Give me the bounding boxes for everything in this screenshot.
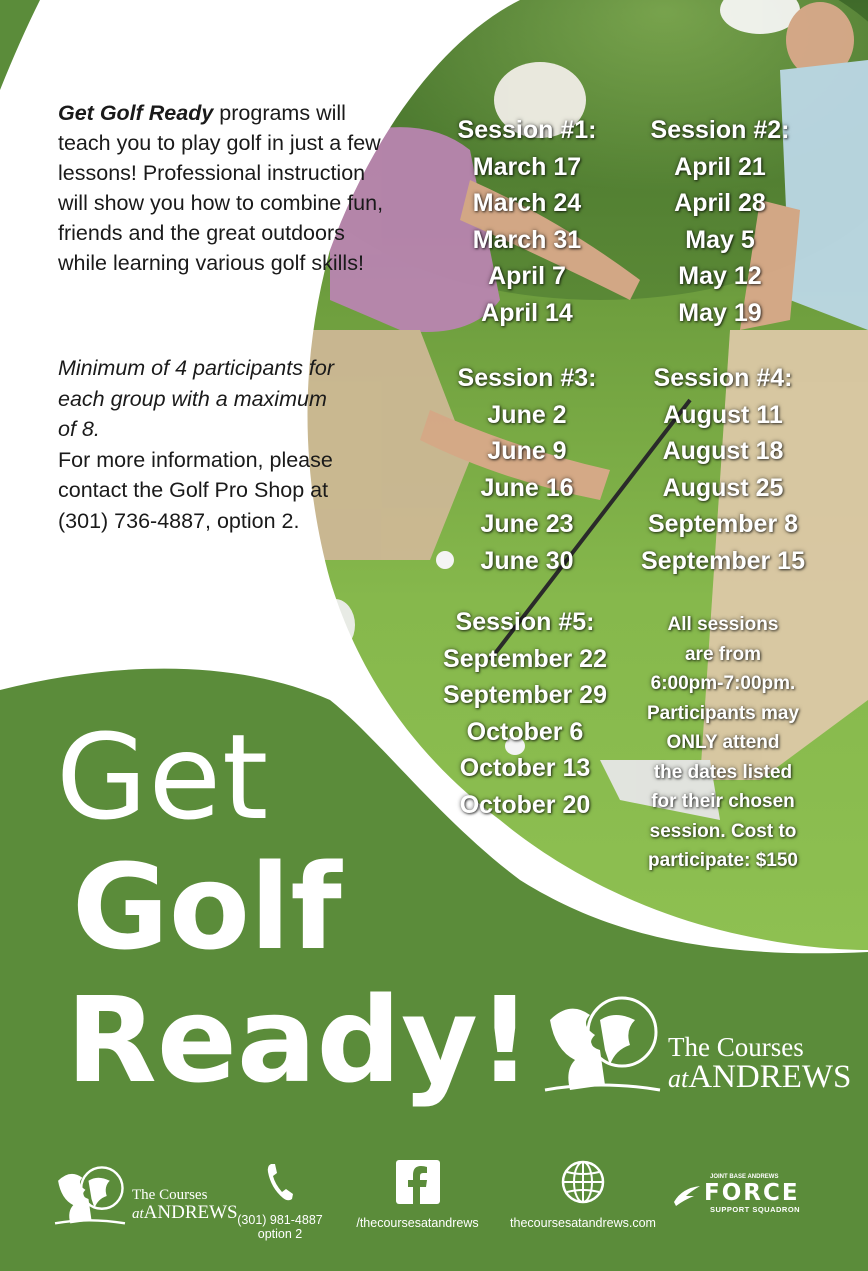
griffin-small-icon — [52, 1162, 128, 1230]
brand-name-large — [668, 1032, 851, 1094]
session-date: June 30 — [480, 546, 574, 575]
note-line: Participants may — [646, 702, 800, 724]
session-date: April 14 — [481, 298, 573, 327]
globe-icon — [561, 1160, 605, 1204]
note-line: session. Cost to — [649, 820, 797, 842]
note-line: ONLY attend — [666, 732, 780, 753]
jet-icon — [672, 1182, 702, 1210]
brand-at: at — [668, 1064, 689, 1093]
session-1 — [432, 112, 622, 331]
session-date: October 6 — [466, 717, 584, 746]
phone-block — [230, 1160, 330, 1241]
session-date: April 21 — [674, 152, 766, 181]
facebook-icon[interactable] — [396, 1160, 440, 1204]
session-date: April 28 — [674, 189, 766, 217]
session-date: August 25 — [662, 473, 784, 502]
participant-note — [58, 353, 348, 536]
session-date: October 13 — [459, 754, 591, 782]
session-date: May 12 — [678, 262, 762, 290]
brand-logo-small — [52, 1162, 238, 1234]
phone-icon — [265, 1160, 295, 1204]
session-date: June 23 — [480, 510, 574, 538]
session-date: September 22 — [443, 644, 607, 673]
brand-line2: ANDREWS — [688, 1059, 852, 1095]
phone-option: option 2 — [257, 1227, 303, 1241]
note-line: for their chosen — [651, 791, 795, 812]
website-url[interactable]: thecoursesatandrews.com — [510, 1216, 656, 1230]
session-date: September 29 — [443, 681, 607, 709]
session-date: March 24 — [472, 189, 582, 217]
session-date: August 18 — [662, 437, 784, 465]
brand-logo-large — [540, 990, 852, 1100]
griffin-icon — [540, 990, 665, 1100]
session-date: June 9 — [487, 437, 567, 465]
force-sub-text: SUPPORT SQUADRON — [710, 1205, 801, 1214]
brand-at: at — [132, 1206, 144, 1222]
session-date: October 20 — [459, 790, 591, 819]
session-date: March 17 — [472, 152, 582, 181]
intro-rest: programs will teach you to play golf in just a few lessons! Professional instruction will show you how to combine fun, friends and the great outdoors while learning various golf skills! — [58, 101, 384, 275]
facebook-block — [345, 1160, 490, 1230]
website-block — [498, 1160, 668, 1230]
session-date: September 8 — [647, 510, 799, 538]
facebook-handle[interactable]: /thecoursesatandrews — [356, 1216, 479, 1230]
note-line: participate: $150 — [648, 850, 798, 871]
brand-line1: The Courses — [132, 1187, 208, 1203]
session-date: June 2 — [487, 400, 567, 429]
session-date: August 11 — [663, 400, 783, 429]
note-line: are from — [684, 643, 762, 665]
session-title: Session #4: — [653, 364, 793, 392]
headline-golf: Golf — [72, 838, 342, 976]
intro-paragraph — [58, 98, 398, 278]
all-sessions-note — [628, 610, 818, 876]
headline-ready: Ready! — [66, 971, 532, 1109]
session-date: May 19 — [678, 298, 762, 327]
phone-number[interactable]: (301) 981-4887 — [237, 1213, 323, 1227]
session-date: March 31 — [472, 225, 582, 254]
session-date: September 15 — [641, 546, 805, 575]
session-date: April 7 — [488, 262, 566, 290]
session-title: Session #2: — [650, 116, 790, 144]
force-top-text: JOINT BASE ANDREWS — [710, 1174, 779, 1180]
participant-minimum: Minimum of 4 participants for each group with a maximum of 8. — [58, 356, 335, 441]
brand-line2: ANDREWS — [143, 1202, 238, 1223]
session-date: June 16 — [480, 473, 574, 502]
force-main-text: FORCE — [704, 1180, 800, 1206]
session-title: Session #5: — [455, 608, 595, 636]
session-2 — [630, 112, 810, 331]
brand-name-small — [132, 1186, 238, 1223]
session-5 — [425, 604, 625, 823]
session-4 — [628, 360, 818, 579]
force-support-logo — [672, 1174, 822, 1214]
session-title: Session #3: — [457, 364, 597, 392]
note-line: the dates listed — [653, 761, 793, 783]
note-line: All sessions — [667, 614, 779, 635]
headline-get: Get — [56, 708, 270, 846]
brand-line1: The Courses — [668, 1032, 804, 1062]
contact-info: For more information, please contact the Golf Pro Shop at (301) 736-4887, option 2. — [58, 447, 333, 533]
session-title: Session #1: — [457, 116, 597, 144]
session-3 — [432, 360, 622, 579]
note-line: 6:00pm-7:00pm. — [650, 673, 796, 694]
session-date: May 5 — [685, 225, 755, 254]
intro-bold: Get Golf Ready — [58, 101, 214, 125]
